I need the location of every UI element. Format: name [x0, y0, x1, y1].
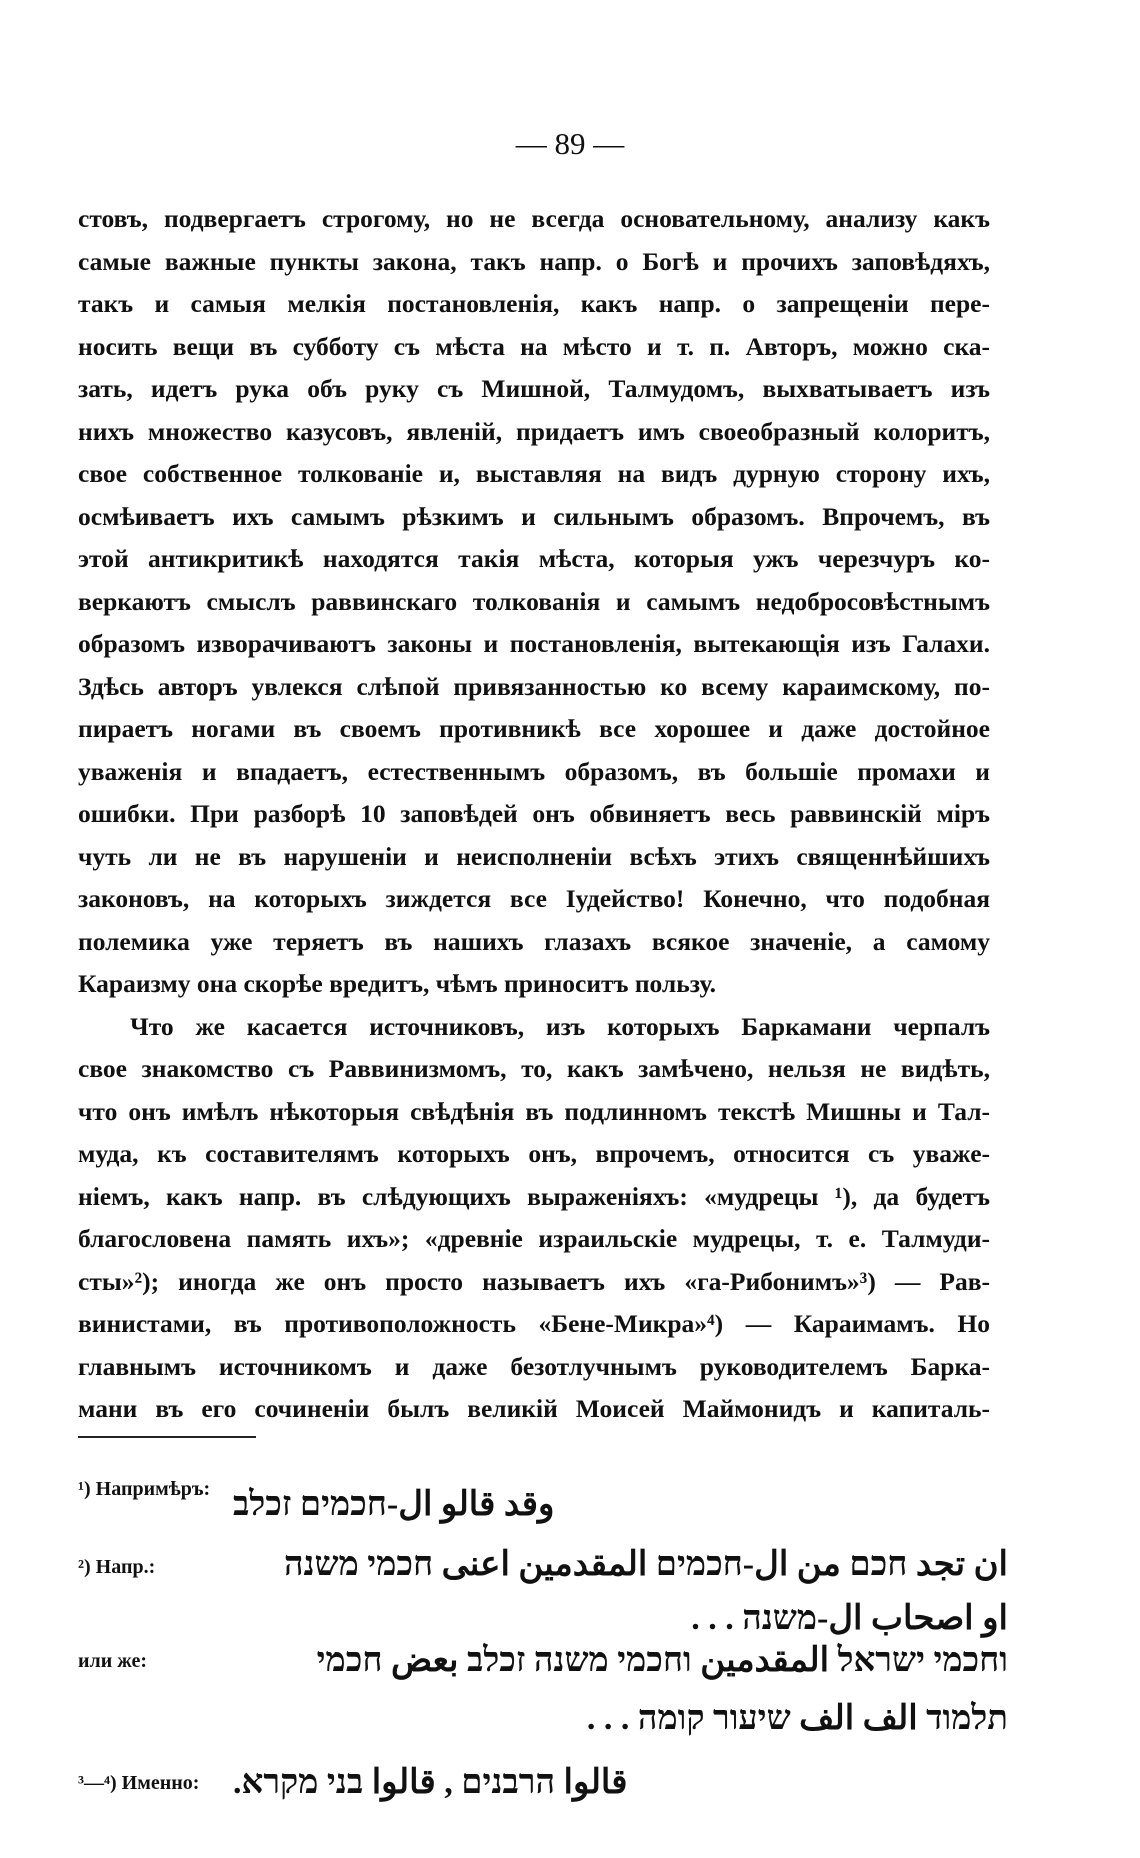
text-line: осмѣиваетъ ихъ самымъ рѣзкимъ и сильнымъ образомъ. Впрочемъ, въ — [78, 501, 990, 531]
footnote-text-cont: תלמוד الف الف שיעור קומה . . . — [586, 1700, 1008, 1737]
main-text — [78, 198, 990, 1431]
text-line: нихъ множество казусовъ, явленій, придаетъ имъ своеобразный колоритъ, — [78, 416, 990, 446]
text-line: Что же касается источниковъ, изъ которыхъ Баркамани черпалъ — [130, 1011, 990, 1041]
text-line: уваженія и впадаетъ, естественнымъ образомъ, въ большіе промахи и — [78, 756, 990, 786]
text-line: винистами, въ противоположность «Бене-Микра»⁴) — Караимамъ. Но — [78, 1309, 990, 1338]
text-line: полемика уже теряетъ въ нашихъ глазахъ всякое значеніе, а самому — [78, 926, 990, 956]
footnote-text-cont: او اصحاب ال-משנה . . . — [691, 1600, 1008, 1637]
footnote-divider — [78, 1436, 256, 1438]
footnote-text: וחכמי ישראל المقدمين וחכמי משנה זכלב بعض חכמי — [316, 1642, 1008, 1679]
footnote-label: ³—⁴) Именно: — [78, 1772, 200, 1794]
text-line: сты»²); иногда же онъ просто называетъ ихъ «га-Рибонимъ»³) — Рав- — [78, 1266, 990, 1296]
text-line: муда, къ составителямъ которыхъ онъ, впрочемъ, относится съ уваже- — [78, 1139, 990, 1168]
text-line: самые важные пункты закона, такъ напр. о Богѣ и прочихъ заповѣдяхъ, — [78, 246, 990, 276]
footnote-label: или же: — [78, 1650, 148, 1672]
text-line: ошибки. При разборѣ 10 заповѣдей онъ обвиняетъ весь раввинскій міръ — [78, 799, 990, 828]
footnote-label: ²) Напр.: — [78, 1556, 156, 1578]
text-line: веркаютъ смыслъ раввинскаго толкованія и самымъ недобросовѣстнымъ — [78, 586, 990, 616]
page-number: — 89 — — [515, 126, 625, 161]
text-line: Здѣсь авторъ увлекся слѣпой привязанностью ко всему караимскому, по- — [78, 671, 990, 701]
footnote-3-4 — [78, 1762, 1008, 1822]
text-line: носить вещи въ субботу съ мѣста на мѣсто и т. п. Авторъ, можно ска- — [78, 331, 990, 361]
footnote-1 — [78, 1478, 1008, 1538]
text-line: главнымъ источникомъ и даже безотлучнымъ руководителемъ Барка- — [78, 1351, 990, 1381]
text-line: этой антикритикѣ находятся такія мѣста, которыя ужъ черезчуръ ко- — [78, 544, 990, 573]
text-line: пираетъ ногами въ своемъ противникѣ все хорошее и даже достойное — [78, 714, 990, 743]
footnote-label: ¹) Напримѣръ: — [78, 1478, 211, 1500]
text-line: законовъ, на которыхъ зиждется все Іудейство! Конечно, что подобная — [78, 884, 990, 913]
text-line: такъ и самыя мелкія постановленія, какъ напр. о запрещеніи пере- — [78, 289, 990, 318]
text-line: чуть ли не въ нарушеніи и неисполненіи всѣхъ этихъ священнѣйшихъ — [78, 841, 990, 871]
text-line: стовъ, подвергаетъ строгому, но не всегда основательному, анализу какъ — [78, 204, 990, 233]
text-line: образомъ изворачиваютъ законы и постановленія, вытекающія изъ Галахи. — [78, 629, 990, 658]
text-line: свое собственное толкованіе и, выставляя на видъ дурную сторону ихъ, — [78, 459, 990, 488]
text-line: мани въ его сочиненіи былъ великій Моисей Маймонидъ и капиталь- — [78, 1394, 990, 1423]
text-line: свое знакомство съ Раввинизмомъ, то, какъ замѣчено, нельзя не видѣть, — [78, 1054, 990, 1083]
text-line: ніемъ, какъ напр. въ слѣдующихъ выраженіяхъ: «мудрецы ¹), да будетъ — [78, 1181, 990, 1211]
text-line: Караизму она скорѣе вредитъ, чѣмъ приноситъ пользу. — [78, 969, 717, 998]
text-line: зать, идетъ рука объ руку съ Мишной, Талмудомъ, выхватываетъ изъ — [78, 374, 990, 403]
footnote-text: ان تجد חכם من ال-חכמים المقدمين اعنى חכמי משנה — [283, 1546, 1008, 1583]
footnote-text: وقد قالو ال-חכמים זכלב — [233, 1486, 555, 1523]
footnote-2b — [78, 1640, 1008, 1750]
footnote-text: قالوا הרבנים , قالوا בני מקרא. — [233, 1764, 628, 1801]
text-line: благословена память ихъ»; «древніе израильскіе мудрецы, т. е. Талмуди- — [78, 1224, 990, 1253]
text-line: что онъ имѣлъ нѣкоторыя свѣдѣнія въ подлинномъ текстѣ Мишны и Тал- — [78, 1096, 990, 1126]
